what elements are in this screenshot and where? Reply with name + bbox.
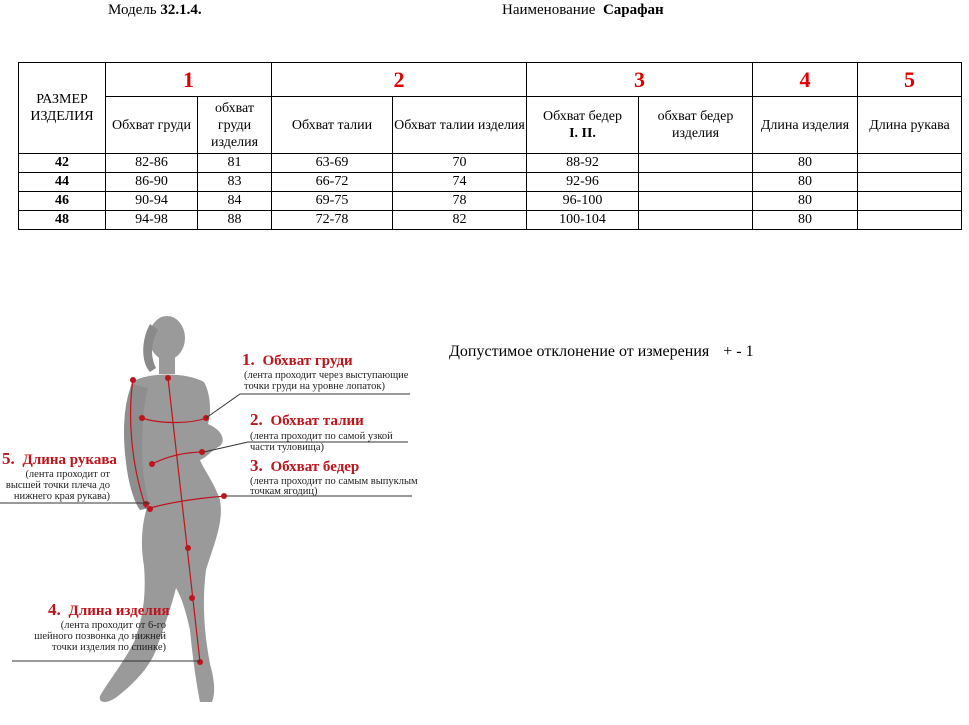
table-cell: 92-96 — [527, 173, 639, 192]
model-value: 32.1.4. — [160, 2, 202, 18]
tolerance-note — [449, 343, 754, 361]
table-cell — [639, 173, 753, 192]
table-cell — [639, 211, 753, 230]
label-hips-note1: (лента проходит по самым выпуклым — [250, 476, 418, 487]
label-sleeve-note2: высшей точки плеча до — [5, 480, 110, 491]
table-cell: 74 — [393, 173, 527, 192]
label-length-note3: точки изделия по спинке) — [52, 642, 166, 653]
group-number-2: 2 — [272, 63, 527, 97]
table-row — [19, 173, 962, 192]
svg-text:2. Обхват талии — [250, 410, 364, 429]
label-length — [34, 600, 169, 653]
table-cell: 78 — [393, 192, 527, 211]
svg-text:5. Длина рукава — [2, 449, 117, 468]
table-row — [19, 211, 962, 230]
size-cell: 46 — [19, 192, 106, 211]
label-waist — [250, 410, 393, 453]
table-cell: 80 — [753, 192, 858, 211]
label-length-num: 4. — [48, 600, 61, 619]
size-cell: 44 — [19, 173, 106, 192]
table-cell: 82-86 — [106, 154, 198, 173]
label-waist-note1: (лента проходит по самой узкой — [250, 431, 393, 442]
column-header-length: Длина изделия — [753, 97, 858, 154]
table-cell: 100-104 — [527, 211, 639, 230]
table-cell: 84 — [198, 192, 272, 211]
label-waist-num: 2. — [250, 410, 263, 429]
table-cell — [858, 211, 962, 230]
column-header-hips — [527, 97, 639, 154]
table-cell: 88-92 — [527, 154, 639, 173]
size-column-header: РАЗМЕР ИЗДЕЛИЯ — [19, 63, 106, 154]
table-cell: 82 — [393, 211, 527, 230]
column-header-sleeve: Длина рукава — [858, 97, 962, 154]
size-cell: 48 — [19, 211, 106, 230]
label-chest-title: Обхват груди — [262, 353, 353, 369]
model-header — [108, 2, 202, 19]
table-cell: 90-94 — [106, 192, 198, 211]
table-cell — [858, 173, 962, 192]
label-sleeve-note1: (лента проходит от — [25, 469, 110, 480]
label-sleeve-note3: нижнего края рукава) — [13, 491, 110, 502]
label-length-title: Длина изделия — [68, 603, 170, 619]
table-cell: 86-90 — [106, 173, 198, 192]
label-waist-title: Обхват талии — [270, 413, 364, 429]
label-sleeve-num: 5. — [2, 449, 15, 468]
product-name-header — [502, 2, 664, 19]
svg-text:4. Длина изделия — [48, 600, 170, 619]
label-length-note1: (лента проходит от 6-го — [60, 620, 166, 631]
label-hips-note2: точкам ягодиц) — [250, 486, 318, 497]
column-header-hips-label: Обхват бедер — [543, 109, 622, 124]
label-chest-note1: (лента проходит через выступающие — [244, 370, 409, 381]
label-sleeve — [2, 449, 117, 502]
table-cell: 80 — [753, 154, 858, 173]
table-cell — [858, 192, 962, 211]
group-number-5: 5 — [858, 63, 962, 97]
product-name-value: Сарафан — [602, 2, 664, 18]
size-table — [18, 62, 962, 230]
column-header-hips-garment: обхват бедер изделия — [639, 97, 753, 154]
tolerance-text: Допустимое отклонение от измерения — [449, 343, 710, 360]
column-header-chest: Обхват груди — [106, 97, 198, 154]
tolerance-value: + - 1 — [723, 343, 754, 360]
table-cell: 94-98 — [106, 211, 198, 230]
table-row — [19, 154, 962, 173]
svg-text:1. Обхват груди — [242, 350, 353, 369]
label-length-note2: шейного позвонка до нижней — [34, 631, 166, 642]
column-header-hips-extra: I. II. — [569, 126, 596, 141]
table-cell — [858, 154, 962, 173]
column-header-waist-garment: Обхват талии изделия — [393, 97, 527, 154]
group-number-1: 1 — [106, 63, 272, 97]
table-cell: 80 — [753, 211, 858, 230]
label-hips — [250, 456, 418, 497]
table-cell: 70 — [393, 154, 527, 173]
product-name-label: Наименование — [502, 2, 596, 18]
measurement-figure — [0, 312, 440, 712]
label-chest — [242, 350, 409, 392]
table-cell: 63-69 — [272, 154, 393, 173]
model-label: Модель — [108, 2, 157, 18]
group-number-3: 3 — [527, 63, 753, 97]
label-chest-num: 1. — [242, 350, 255, 369]
column-header-chest-garment: обхват груди изделия — [198, 97, 272, 154]
table-cell: 83 — [198, 173, 272, 192]
group-number-4: 4 — [753, 63, 858, 97]
size-cell: 42 — [19, 154, 106, 173]
table-cell: 72-78 — [272, 211, 393, 230]
table-cell: 88 — [198, 211, 272, 230]
label-chest-note2: точки груди на уровне лопаток) — [244, 381, 385, 392]
label-waist-note2: части туловища) — [250, 442, 324, 453]
table-cell: 80 — [753, 173, 858, 192]
table-cell — [639, 192, 753, 211]
table-row — [19, 192, 962, 211]
table-cell: 96-100 — [527, 192, 639, 211]
table-cell: 81 — [198, 154, 272, 173]
svg-text:3. Обхват бедер — [250, 456, 359, 475]
table-cell: 66-72 — [272, 173, 393, 192]
table-cell — [639, 154, 753, 173]
table-cell: 69-75 — [272, 192, 393, 211]
label-sleeve-title: Длина рукава — [22, 452, 117, 468]
label-hips-num: 3. — [250, 456, 263, 475]
label-hips-title: Обхват бедер — [270, 459, 360, 475]
column-header-waist: Обхват талии — [272, 97, 393, 154]
